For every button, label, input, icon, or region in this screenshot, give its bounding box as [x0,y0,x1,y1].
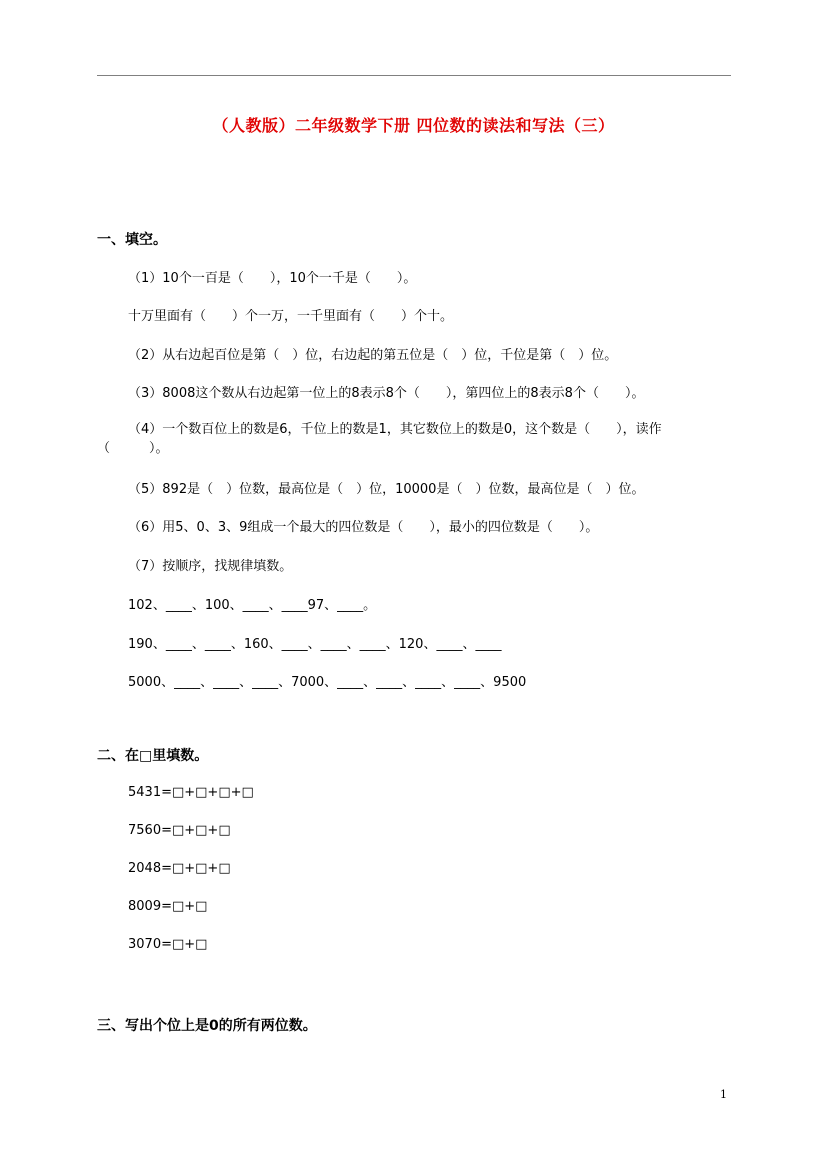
page-title: （人教版）二年级数学下册 四位数的读法和写法（三） [212,116,615,135]
question-line: （5）892是（ ）位数，最高位是（ ）位，10000是（ ）位数，最高位是（ ）位。 [128,482,645,497]
equation-line: 7560=□+□+□ [128,823,231,838]
question-line: （6）用5、0、3、9组成一个最大的四位数是（ ），最小的四位数是（ ）。 [128,520,599,535]
sequence-line: 102、____、100、____、____97、____。 [128,598,377,613]
page-number: 1 [720,1088,727,1101]
section-heading-two-digit: 三、写出个位上是0的所有两位数。 [97,1018,317,1034]
equation-line: 3070=□+□ [128,937,208,952]
section-heading-fill-boxes: 二、在□里填数。 [97,748,209,764]
equation-line: 8009=□+□ [128,899,208,914]
question-line: （1）10个一百是（ ），10个一千是（ ）。 [128,271,417,286]
sequence-line: 5000、____、____、____、7000、____、____、____、____、9500 [128,675,527,690]
question-line: （2）从右边起百位是第（ ）位，右边起的第五位是（ ）位，千位是第（ ）位。 [128,348,618,363]
question-line: （7）按顺序，找规律填数。 [128,559,293,574]
header-rule [97,75,731,76]
sequence-line: 190、____、____、160、____、____、____、120、____、____ [128,637,502,652]
equation-line: 5431=□+□+□+□ [128,785,254,800]
section-heading-fill-blanks: 一、填空。 [97,232,167,248]
equation-line: 2048=□+□+□ [128,861,231,876]
question-line: （3）8008这个数从右边起第一位上的8表示8个（ ），第四位上的8表示8个（ ）。 [128,386,645,401]
question-line: （4）一个数百位上的数是6，千位上的数是1，其它数位上的数是0，这个数是（ ），读作（ ）。 [97,422,662,456]
question-line: 十万里面有（ ）个一万，一千里面有（ ）个十。 [128,309,454,324]
